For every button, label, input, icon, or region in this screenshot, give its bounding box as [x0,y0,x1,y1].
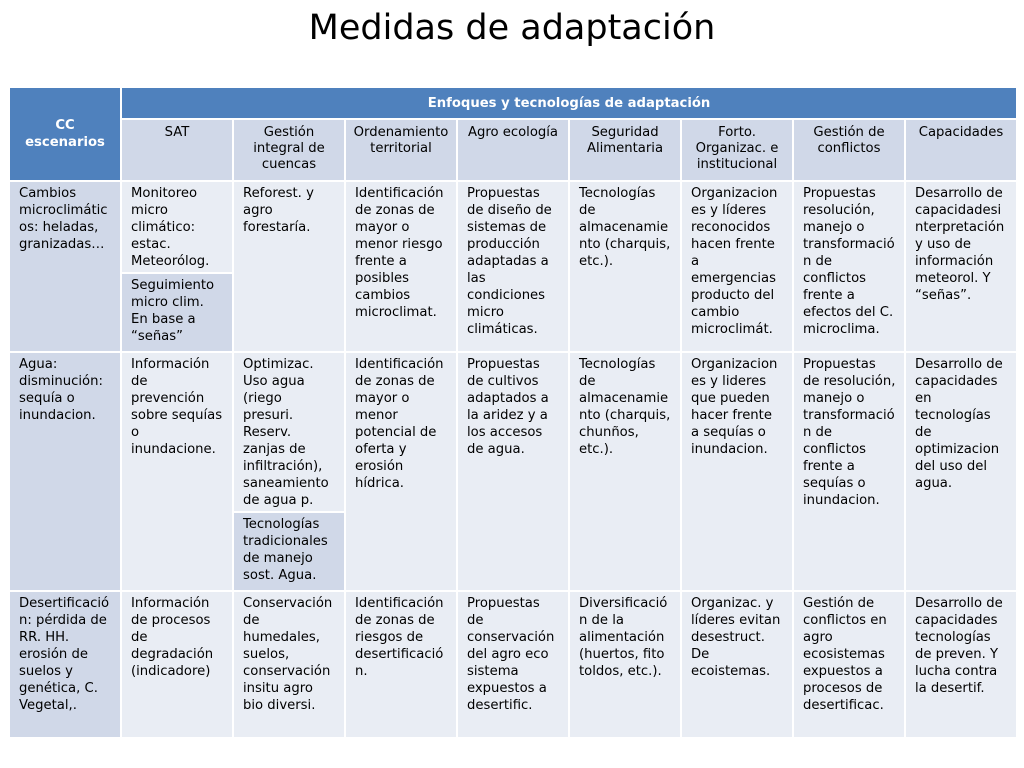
column-header: Forto. Organizac. e institucional [681,119,793,181]
table-cell: Tecnologías de almacenamiento (charquis, etc.). [569,181,681,352]
column-header: SAT [121,119,233,181]
table-cell: Propuestas resolución, manejo o transformación de conflictos frente a efectos del C. microclima. [793,181,905,352]
table-cell: Propuestas de conservación del agro eco sistema expuestos a desertific. [457,591,569,738]
table-cell: Gestión de conflictos en agro ecosistemas expuestos a procesos de desertificac. [793,591,905,738]
table-cell: Conservación de humedales, suelos, conservación insitu agro bio diversi. [233,591,345,738]
table-row [9,591,1017,738]
table-cell: Identificación de zonas de riesgos de desertificación. [345,591,457,738]
table-cell: Organizaciones y líderes reconocidos hacen frente a emergencias producto del cambio microclimát. [681,181,793,352]
table-cell: Organizac. y líderes evitan desestruct. De ecoistemas. [681,591,793,738]
scenario-cell: Agua: disminución: sequía o inundacion. [9,352,121,591]
column-header: Gestión de conflictos [793,119,905,181]
table-cell: Desarrollo de capacidades tecnologías de preven. Y lucha contra la desertif. [905,591,1017,738]
table-cell: Diversificación de la alimentación (huertos, fito toldos, etc.). [569,591,681,738]
table-row [9,352,1017,512]
table-cell: Propuestas de resolución, manejo o transformación de conflictos frente a sequías o inundacion. [793,352,905,591]
scenario-cell: Cambios microclimáticos: heladas, granizadas… [9,181,121,352]
table-cell: Información de prevención sobre sequías o inundacione. [121,352,233,591]
column-header: Capacidades [905,119,1017,181]
table-cell: Organizaciones y lideres que pueden hacer frente a sequías o inundacion. [681,352,793,591]
table-cell: Propuestas de diseño de sistemas de producción adaptadas a las condiciones micro climáticas. [457,181,569,352]
header-enfoques: Enfoques y tecnologías de adaptación [121,87,1017,119]
table-cell: Identificación de zonas de mayor o menor potencial de oferta y erosión hídrica. [345,352,457,591]
table-row [9,181,1017,273]
table-cell: Información de procesos de degradación (indicadore) [121,591,233,738]
column-header: Agro ecología [457,119,569,181]
adaptation-table [8,86,1018,739]
table-cell: Desarrollo de capacidadesinterpretación y uso de información meteorol. Y “señas”. [905,181,1017,352]
column-header: Gestión integral de cuencas [233,119,345,181]
table-cell: Monitoreo micro climático: estac. Meteorólog. [121,181,233,273]
table-cell-extra: Seguimiento micro clim. En base a “señas” [121,273,233,352]
table-cell: Identificación de zonas de mayor o menor riesgo frente a posibles cambios microclimat. [345,181,457,352]
slide-title: Medidas de adaptación [308,8,716,48]
table-cell-extra: Tecnologías tradicionales de manejo sost. Agua. [233,512,345,591]
column-header: Seguridad Alimentaria [569,119,681,181]
table-cell: Desarrollo de capacidades en tecnologías de optimizacion del uso del agua. [905,352,1017,591]
table-cell: Optimizac. Uso agua (riego presuri. Reserv. zanjas de infiltración), saneamiento de agua p. [233,352,345,512]
table-cell: Propuestas de cultivos adaptados a la aridez y a los accesos de agua. [457,352,569,591]
table-cell: Tecnologías de almacenamiento (charquis, chunños, etc.). [569,352,681,591]
table-cell: Reforest. y agro forestaría. [233,181,345,352]
header-cc-escenarios: CC escenarios [9,87,121,181]
column-header: Ordenamiento territorial [345,119,457,181]
scenario-cell: Desertificación: pérdida de RR. HH. erosión de suelos y genética, C. Vegetal,. [9,591,121,738]
